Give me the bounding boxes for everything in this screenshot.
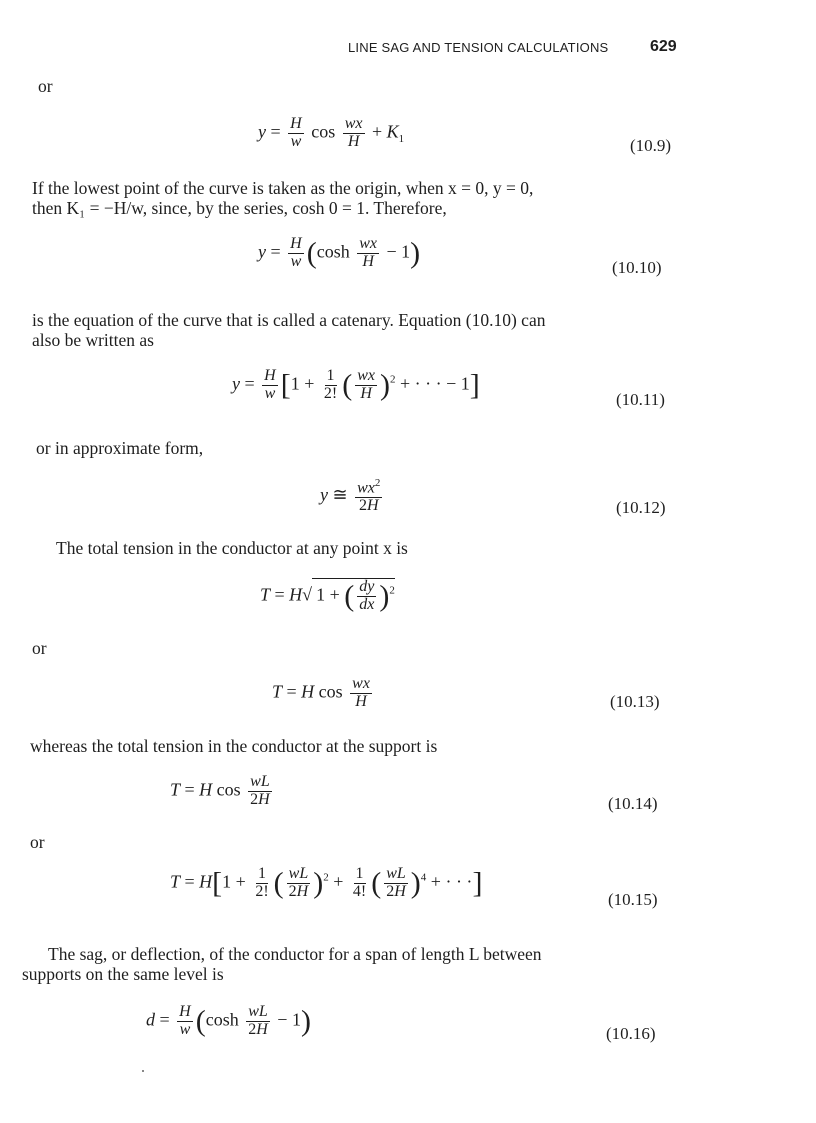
sag-intro-line1: The sag, or deflection, of the conductor for a span of length L between (48, 944, 542, 964)
support-intro-text: whereas the total tension in the conductor at the support is (30, 736, 438, 756)
equation-number-10-15: (10.15) (608, 890, 658, 909)
paragraph-catenary-line1: is the equation of the curve that is called a catenary. Equation (10.10) can (32, 310, 546, 330)
equation-10-14: T = H cos $\frac{wL}{2H}$ (170, 773, 270, 808)
or-connector-3: or (30, 832, 45, 852)
equation-number-10-11: (10.11) (616, 390, 665, 409)
or-connector-2: or (32, 638, 47, 658)
tension-intro-text: The total tension in the conductor at any point x is (56, 538, 408, 558)
equation-number-10-16: (10.16) (606, 1024, 656, 1043)
equation-10-11: y = $\frac{H}{w}$ [1 + $\frac{1}{2!}$ ( $\frac{wx}{H}$ )$^2$ + · · · − 1] (232, 367, 480, 402)
paragraph-origin-line2: then K₁ = −H/w, since, by the series, cosh 0 = 1. Therefore, (32, 198, 447, 218)
equation-10-16: d = $\frac{H}{w}$ (cosh $\frac{wL}{2H}$ − 1) (146, 1003, 311, 1038)
scan-speck (142, 1070, 144, 1072)
equation-number-10-9: (10.9) (630, 136, 672, 155)
equation-number-10-14: (10.14) (608, 794, 658, 813)
or-connector-1: or (38, 76, 53, 96)
equation-number-10-12: (10.12) (616, 498, 666, 517)
page-number: 629 (650, 38, 677, 55)
running-header: LINE SAG AND TENSION CALCULATIONS (348, 40, 609, 55)
approximate-form-text: or in approximate form, (36, 438, 204, 458)
equation-10-13: T = H cos $\frac{wx}{H}$ (272, 675, 370, 710)
paragraph-origin-line1: If the lowest point of the curve is taken as the origin, when x = 0, y = 0, (32, 178, 534, 198)
equation-number-10-10: (10.10) (612, 258, 662, 277)
equation-10-12: y ≅ $\frac{wx^2}{2H}$ (320, 477, 381, 515)
equation-10-9: y = $\frac{H}{w}$ cos $\frac{wx}{H}$ + $K_1$ (258, 115, 405, 150)
equation-number-10-13: (10.13) (610, 692, 660, 711)
equation-10-15: T = H[1 + $\frac{1}{2!}$ ( $\frac{wL}{2H}$ )$^2$ + $\frac{1}{4!}$ ( $\frac{wL}{2H}$ )$^4$ + · · ·] (170, 865, 483, 900)
equation-10-10: y = $\frac{H}{w}$ (cosh $\frac{wx}{H}$ − 1) (258, 235, 421, 270)
equation-tension-sqrt: T = H√ 1 + ( $\frac{dy}{dx}$ )$^2$ (260, 578, 395, 613)
paragraph-catenary-line2: also be written as (32, 330, 154, 350)
sag-intro-line2: supports on the same level is (22, 964, 224, 984)
